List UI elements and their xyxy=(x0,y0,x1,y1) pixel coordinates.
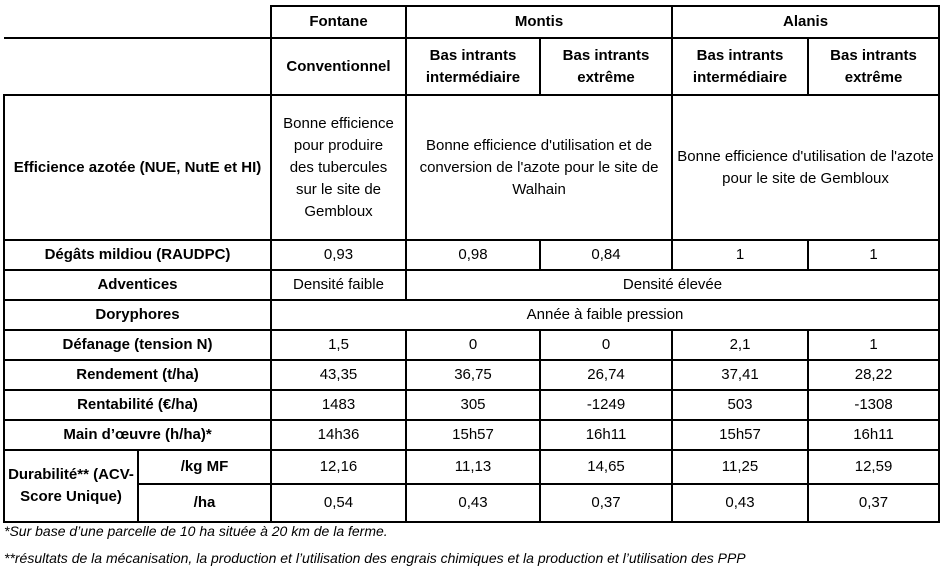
label-main-oeuvre: Main d’œuvre (h/ha)* xyxy=(4,420,271,450)
row-durabilite-ha xyxy=(4,484,939,522)
cell-degats: 0,98 xyxy=(406,240,540,270)
cell-efficience-fontane: Bonne efficience pour produire des tubercules sur le site de Gembloux xyxy=(271,95,406,240)
cell-main-oeuvre: 16h11 xyxy=(540,420,672,450)
label-rendement: Rendement (t/ha) xyxy=(4,360,271,390)
cell-durabilite-ha: 0,37 xyxy=(540,484,672,522)
cell-main-oeuvre: 14h36 xyxy=(271,420,406,450)
header-conventionnel: Conventionnel xyxy=(271,38,406,95)
cell-rentabilite: -1249 xyxy=(540,390,672,420)
row-efficience xyxy=(4,95,939,240)
cell-durabilite-ha: 0,54 xyxy=(271,484,406,522)
label-efficience: Efficience azotée (NUE, NutE et HI) xyxy=(4,95,271,240)
cell-efficience-montis: Bonne efficience d'utilisation et de conversion de l'azote pour le site de Walhain xyxy=(406,95,672,240)
cell-degats: 0,93 xyxy=(271,240,406,270)
cell-rendement: 37,41 xyxy=(672,360,808,390)
header-row-varieties xyxy=(4,6,939,38)
header-blank-cell xyxy=(4,6,271,38)
header-fontane: Fontane xyxy=(271,6,406,38)
cell-degats: 0,84 xyxy=(540,240,672,270)
cell-defanage: 0 xyxy=(540,330,672,360)
label-adventices: Adventices xyxy=(4,270,271,300)
cell-rendement: 36,75 xyxy=(406,360,540,390)
row-defanage xyxy=(4,330,939,360)
cell-durabilite-ha: 0,43 xyxy=(406,484,540,522)
label-degats: Dégâts mildiou (RAUDPC) xyxy=(4,240,271,270)
cell-durabilite-kg: 14,65 xyxy=(540,450,672,484)
cell-rentabilite: -1308 xyxy=(808,390,939,420)
cell-main-oeuvre: 15h57 xyxy=(406,420,540,450)
row-doryphores xyxy=(4,300,939,330)
cell-durabilite-kg: 11,25 xyxy=(672,450,808,484)
row-adventices xyxy=(4,270,939,300)
cell-durabilite-kg: 12,59 xyxy=(808,450,939,484)
header-montis: Montis xyxy=(406,6,672,38)
row-rentabilite xyxy=(4,390,939,420)
row-rendement xyxy=(4,360,939,390)
cell-degats: 1 xyxy=(808,240,939,270)
row-durabilite-kg xyxy=(4,450,939,484)
results-table xyxy=(3,5,940,523)
label-durabilite-ha: /ha xyxy=(138,484,271,522)
cell-rendement: 28,22 xyxy=(808,360,939,390)
header-row-systems xyxy=(4,38,939,95)
cell-defanage: 2,1 xyxy=(672,330,808,360)
cell-durabilite-ha: 0,37 xyxy=(808,484,939,522)
header-blank-cell xyxy=(4,38,271,95)
cell-defanage: 0 xyxy=(406,330,540,360)
cell-doryphores-all: Année à faible pression xyxy=(271,300,939,330)
header-alanis-intermediaire: Bas intrants intermédiaire xyxy=(672,38,808,95)
cell-rendement: 43,35 xyxy=(271,360,406,390)
cell-durabilite-kg: 12,16 xyxy=(271,450,406,484)
footnote-resultats: **résultats de la mécanisation, la production et l’utilisation des engrais chimiques et la production et l’utilisation des PPP xyxy=(4,550,746,566)
cell-durabilite-kg: 11,13 xyxy=(406,450,540,484)
label-defanage: Défanage (tension N) xyxy=(4,330,271,360)
row-degats xyxy=(4,240,939,270)
footnote-parcelle: *Sur base d’une parcelle de 10 ha située à 20 km de la ferme. xyxy=(4,523,388,539)
label-doryphores: Doryphores xyxy=(4,300,271,330)
cell-adventices-fontane: Densité faible xyxy=(271,270,406,300)
label-durabilite-kg: /kg MF xyxy=(138,450,271,484)
cell-adventices-others: Densité élevée xyxy=(406,270,939,300)
cell-rentabilite: 305 xyxy=(406,390,540,420)
cell-main-oeuvre: 15h57 xyxy=(672,420,808,450)
row-main-oeuvre xyxy=(4,420,939,450)
header-montis-intermediaire: Bas intrants intermédiaire xyxy=(406,38,540,95)
cell-defanage: 1,5 xyxy=(271,330,406,360)
header-montis-extreme: Bas intrants extrême xyxy=(540,38,672,95)
header-alanis-extreme: Bas intrants extrême xyxy=(808,38,939,95)
cell-rentabilite: 503 xyxy=(672,390,808,420)
cell-rendement: 26,74 xyxy=(540,360,672,390)
cell-rentabilite: 1483 xyxy=(271,390,406,420)
cell-main-oeuvre: 16h11 xyxy=(808,420,939,450)
label-rentabilite: Rentabilité (€/ha) xyxy=(4,390,271,420)
cell-degats: 1 xyxy=(672,240,808,270)
label-durabilite: Durabilité** (ACV-Score Unique) xyxy=(4,450,138,522)
header-alanis: Alanis xyxy=(672,6,939,38)
cell-durabilite-ha: 0,43 xyxy=(672,484,808,522)
cell-efficience-alanis: Bonne efficience d'utilisation de l'azote pour le site de Gembloux xyxy=(672,95,939,240)
cell-defanage: 1 xyxy=(808,330,939,360)
